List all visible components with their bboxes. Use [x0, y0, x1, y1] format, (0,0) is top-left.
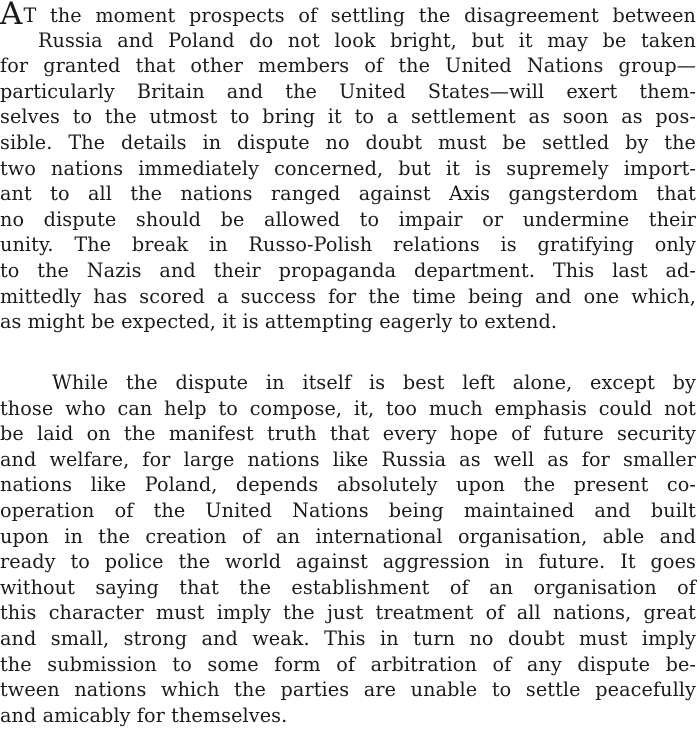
drop-cap: A — [0, 0, 23, 32]
paragraph-2-line-3: be laid on the manifest truth that every hope of future security — [0, 422, 696, 446]
paragraph-1-line-6: sible. The details in dispute no doubt must be settled by the — [0, 130, 696, 154]
paragraph-2-line-8: ready to police the world against aggression in future. It goes — [0, 550, 696, 574]
paragraph-1-line-11: to the Nazis and their propaganda department. This last ad- — [0, 258, 696, 282]
paragraph-2-line-12: the submission to some form of arbitration of any dispute be- — [0, 652, 696, 676]
paragraph-2-line-14: and amicably for themselves. — [0, 703, 288, 727]
paragraph-1-line-4: particularly Britain and the United States—will exert them- — [0, 79, 696, 103]
paragraph-2 — [0, 370, 696, 728]
paragraph-1-line-5: selves to the utmost to bring it to a settlement as soon as pos- — [0, 105, 696, 129]
paragraph-2-line-6: operation of the United Nations being maintained and built — [0, 498, 696, 522]
paragraph-1-line-8: ant to all the nations ranged against Axis gangsterdom that — [0, 182, 696, 206]
paragraph-1-line-1-text: T the moment prospects of settling the disagreement between — [23, 4, 696, 27]
paragraph-1-line-3: for granted that other members of the United Nations group— — [0, 54, 696, 78]
paragraph-1-line-9: no dispute should be allowed to impair or undermine their — [0, 207, 696, 231]
paragraph-2-line-2: those who can help to compose, it, too much emphasis could not — [0, 396, 696, 420]
paragraph-2-line-10: this character must imply the just treatment of all nations, great — [0, 601, 696, 625]
paragraph-2-line-4: and welfare, for large nations like Russia as well as for smaller — [0, 447, 696, 471]
paragraph-2-line-11: and small, strong and weak. This in turn no doubt must imply — [0, 626, 696, 650]
paragraph-1-line-13: as might be expected, it is attempting eagerly to extend. — [0, 310, 558, 334]
paragraph-2-line-9: without saying that the establishment of an organisation of — [0, 575, 696, 599]
paragraph-1 — [0, 2, 696, 335]
paragraph-1-line-7: two nations immediately concerned, but it is supremely import- — [0, 156, 696, 180]
paragraph-1-line-10: unity. The break in Russo-Polish relations is gratifying only — [0, 233, 696, 257]
paragraph-1-line-2: Russia and Poland do not look bright, but it may be taken — [38, 28, 696, 52]
paragraph-1-line-12: mittedly has scored a success for the time being and one which, — [0, 284, 696, 308]
paragraph-2-line-5: nations like Poland, depends absolutely upon the present co- — [0, 473, 696, 497]
paragraph-2-line-1: While the dispute in itself is best left alone, except by — [52, 371, 696, 394]
paragraph-1-line-1 — [0, 0, 696, 32]
paragraph-2-line-13: tween nations which the parties are unable to settle peacefully — [0, 678, 696, 702]
paragraph-2-line-7: upon in the creation of an international organisation, able and — [0, 524, 696, 548]
